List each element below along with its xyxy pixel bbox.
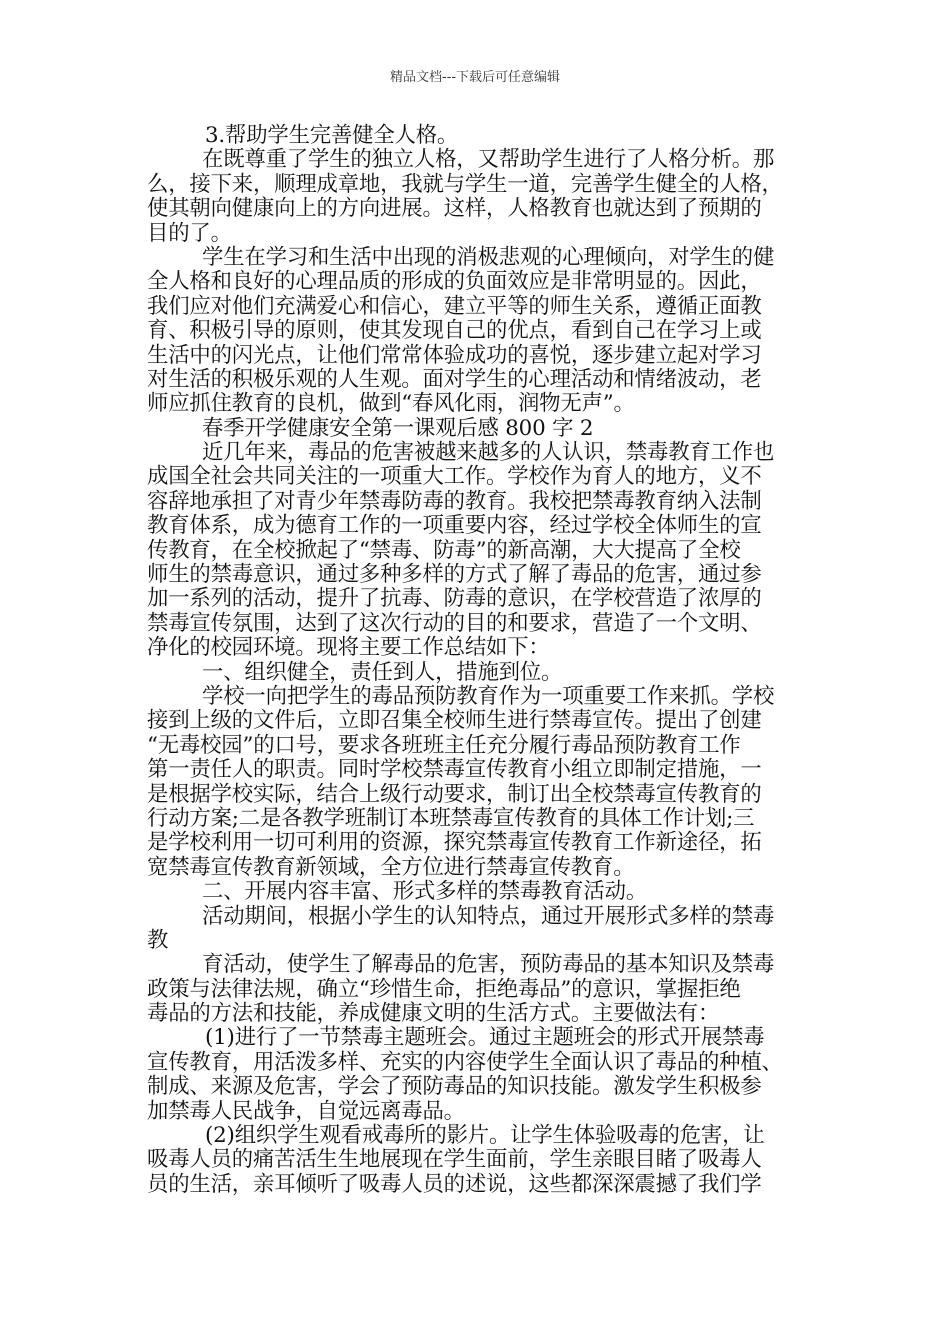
text-line: 么，接下来，顺理成章地，我就与学生一道，完善学生健全的人格， (147, 171, 783, 197)
section-heading: 春季开学健康安全第一课观后感 800 字 2 (202, 415, 594, 441)
text-line: 近几年来，毒品的危害被越来越多的人认识，禁毒教育工作也 (202, 440, 775, 466)
text-line: (1)进行了一节禁毒主题班会。通过主题班会的形式开展禁毒 (205, 1025, 765, 1051)
text-line: 育活动，使学生了解毒品的危害，预防毒品的基本知识及禁毒 (202, 952, 775, 978)
text-line: 接到上级的文件后，立即召集全校师生进行禁毒宣传。提出了创建 (147, 708, 762, 734)
text-line: 教 (147, 927, 169, 953)
text-line: 宣传教育，用活泼多样、充实的内容使学生全面认识了毒品的种植、 (147, 1049, 783, 1075)
section-heading: 二、开展内容丰富、形式多样的禁毒教育活动。 (202, 879, 648, 905)
text-line: 容辞地承担了对青少年禁毒防毒的教育。我校把禁毒教育纳入法制 (147, 488, 762, 514)
text-line: 使其朝向健康向上的方向进展。这样，人格教育也就达到了预期的 (147, 196, 762, 222)
text-line: 生活中的闪光点，让他们常常体验成功的喜悦，逐步建立起对学习 (147, 342, 762, 368)
text-line: 在既尊重了学生的独立人格，又帮助学生进行了人格分析。那 (202, 147, 775, 173)
text-line: 师生的禁毒意识，通过多种多样的方式了解了毒品的危害，通过参 (147, 562, 762, 588)
text-line: 第一责任人的职责。同时学校禁毒宣传教育小组立即制定措施，一 (147, 757, 762, 783)
text-line: 吸毒人员的痛苦活生生地展现在学生面前，学生亲眼目睹了吸毒人 (147, 1147, 762, 1173)
text-line: 师应抓住教育的良机，做到“春风化雨，润物无声”。 (147, 391, 635, 417)
text-line: 全人格和良好的心理品质的形成的负面效应是非常明显的。因此， (147, 269, 762, 295)
text-line: 成国全社会共同关注的一项重大工作。学校作为育人的地方，义不 (147, 464, 762, 490)
page-header: 精品文档---下载后可任意编辑 (389, 70, 561, 85)
text-line: 净化的校园环境。现将主要工作总结如下： (147, 635, 550, 661)
text-line: 活动期间，根据小学生的认知特点，通过开展形式多样的禁毒 (202, 903, 775, 929)
text-line: 禁毒宣传氛围，达到了这次行动的目的和要求，营造了一个文明、 (147, 610, 762, 636)
text-line: 是学校利用一切可利用的资源，探究禁毒宣传教育工作新途径，拓 (147, 830, 762, 856)
text-line: 宽禁毒宣传教育新领域，全方位进行禁毒宣传教育。 (147, 854, 635, 880)
text-line: 加禁毒人民战争，自觉远离毒品。 (147, 1098, 465, 1124)
text-line: 育、积极引导的原则，使其发现自己的优点，看到自己在学习上或 (147, 318, 762, 344)
text-line: 我们应对他们充满爱心和信心，建立平等的师生关系，遵循正面教 (147, 293, 762, 319)
text-line: 传教育，在全校掀起了“禁毒、防毒”的新高潮，大大提高了全校 (147, 537, 741, 563)
text-line: 教育体系，成为德育工作的一项重要内容，经过学校全体师生的宣 (147, 513, 762, 539)
text-line: 目的了。 (147, 220, 232, 246)
text-line: 加一系列的活动，提升了抗毒、防毒的意识，在学校营造了浓厚的 (147, 586, 762, 612)
text-line: 是根据学校实际，结合上级行动要求，制订出全校禁毒宣传教育的 (147, 781, 762, 807)
text-line: “无毒校园”的口号，要求各班班主任充分履行毒品预防教育工作 (147, 732, 741, 758)
text-line: 制成、来源及危害，学会了预防毒品的知识技能。激发学生积极参 (147, 1074, 762, 1100)
text-line: 对生活的积极乐观的人生观。面对学生的心理活动和情绪波动，老 (147, 366, 762, 392)
text-line: (2)组织学生观看戒毒所的影片。让学生体验吸毒的危害，让 (205, 1123, 765, 1149)
text-line: 3.帮助学生完善健全人格。 (205, 123, 459, 148)
text-line: 毒品的方法和技能，养成健康文明的生活方式。主要做法有： (147, 1001, 720, 1027)
document-body (147, 124, 809, 1197)
section-heading: 一、组织健全，责任到人，措施到位。 (202, 659, 563, 685)
text-line: 学校一向把学生的毒品预防教育作为一项重要工作来抓。学校 (202, 683, 775, 709)
text-line: 行动方案;二是各教学班制订本班禁毒宣传教育的具体工作计划;三 (147, 805, 755, 831)
text-line: 员的生活，亲耳倾听了吸毒人员的述说，这些都深深震撼了我们学 (147, 1171, 762, 1197)
text-line: 学生在学习和生活中出现的消极悲观的心理倾向，对学生的健 (202, 244, 775, 270)
text-line: 政策与法律法规，确立“珍惜生命，拒绝毒品”的意识，掌握拒绝 (147, 976, 741, 1002)
